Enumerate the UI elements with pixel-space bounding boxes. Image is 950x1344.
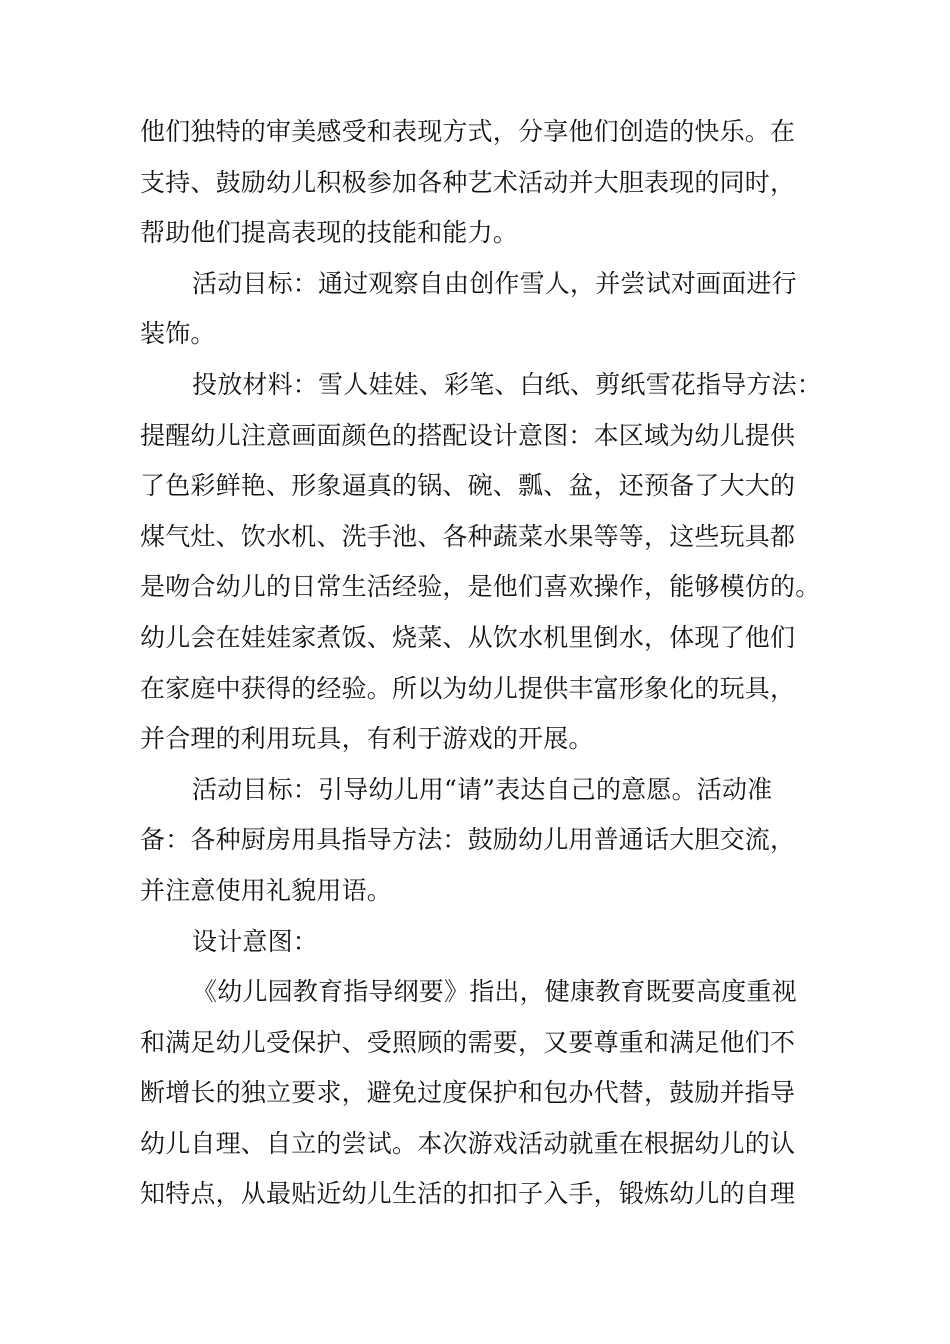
text-line: 了色彩鲜艳、形象逼真的锅、碗、瓢、盆，还预备了大大的 [140,471,796,501]
text-line: 活动目标：引导幼儿用“请”表达自己的意愿。活动准 [192,774,773,804]
text-line: 帮助他们提高表现的技能和能力。 [140,218,519,248]
text-line: 他们独特的审美感受和表现方式，分享他们创造的快乐。在 [140,117,796,146]
text-line: 在家庭中获得的经验。所以为幼儿提供丰富形象化的玩具， [140,673,796,703]
text-line: 支持、鼓励幼儿积极参加各种艺术活动并大胆表现的同时， [140,167,796,197]
text-line: 幼儿会在娃娃家煮饭、烧菜、从饮水机里倒水，体现了他们 [140,622,796,652]
document-body [140,107,830,1220]
text-line: 《幼儿园教育指导纲要》指出，健康教育既要高度重视 [192,977,797,1007]
text-line: 幼儿自理、自立的尝试。本次游戏活动就重在根据幼儿的认 [140,1128,796,1158]
text-line: 和满足幼儿受保护、受照顾的需要，又要尊重和满足他们不 [140,1027,796,1057]
text-line: 备：各种厨房用具指导方法：鼓励幼儿用普通话大胆交流， [140,825,796,855]
text-line: 煤气灶、饮水机、洗手池、各种蔬菜水果等等，这些玩具都 [140,521,796,551]
text-line: 投放材料：雪人娃娃、彩笔、白纸、剪纸雪花指导方法： [192,369,823,399]
text-line: 活动目标：通过观察自由创作雪人，并尝试对画面进行 [192,268,797,298]
text-line: 提醒幼儿注意画面颜色的搭配设计意图：本区域为幼儿提供 [140,420,796,450]
text-line: 断增长的独立要求，避免过度保护和包办代替，鼓励并指导 [140,1078,796,1108]
text-line: 装饰。 [140,319,216,349]
text-line: 知特点，从最贴近幼儿生活的扣扣子入手，锻炼幼儿的自理 [140,1179,796,1209]
text-line: 并注意使用礼貌用语。 [140,875,393,905]
text-line: 是吻合幼儿的日常生活经验，是他们喜欢操作，能够模仿的。 [140,572,821,602]
text-line: 设计意图： [192,926,319,956]
text-line: 并合理的利用玩具，有利于游戏的开展。 [140,724,594,754]
